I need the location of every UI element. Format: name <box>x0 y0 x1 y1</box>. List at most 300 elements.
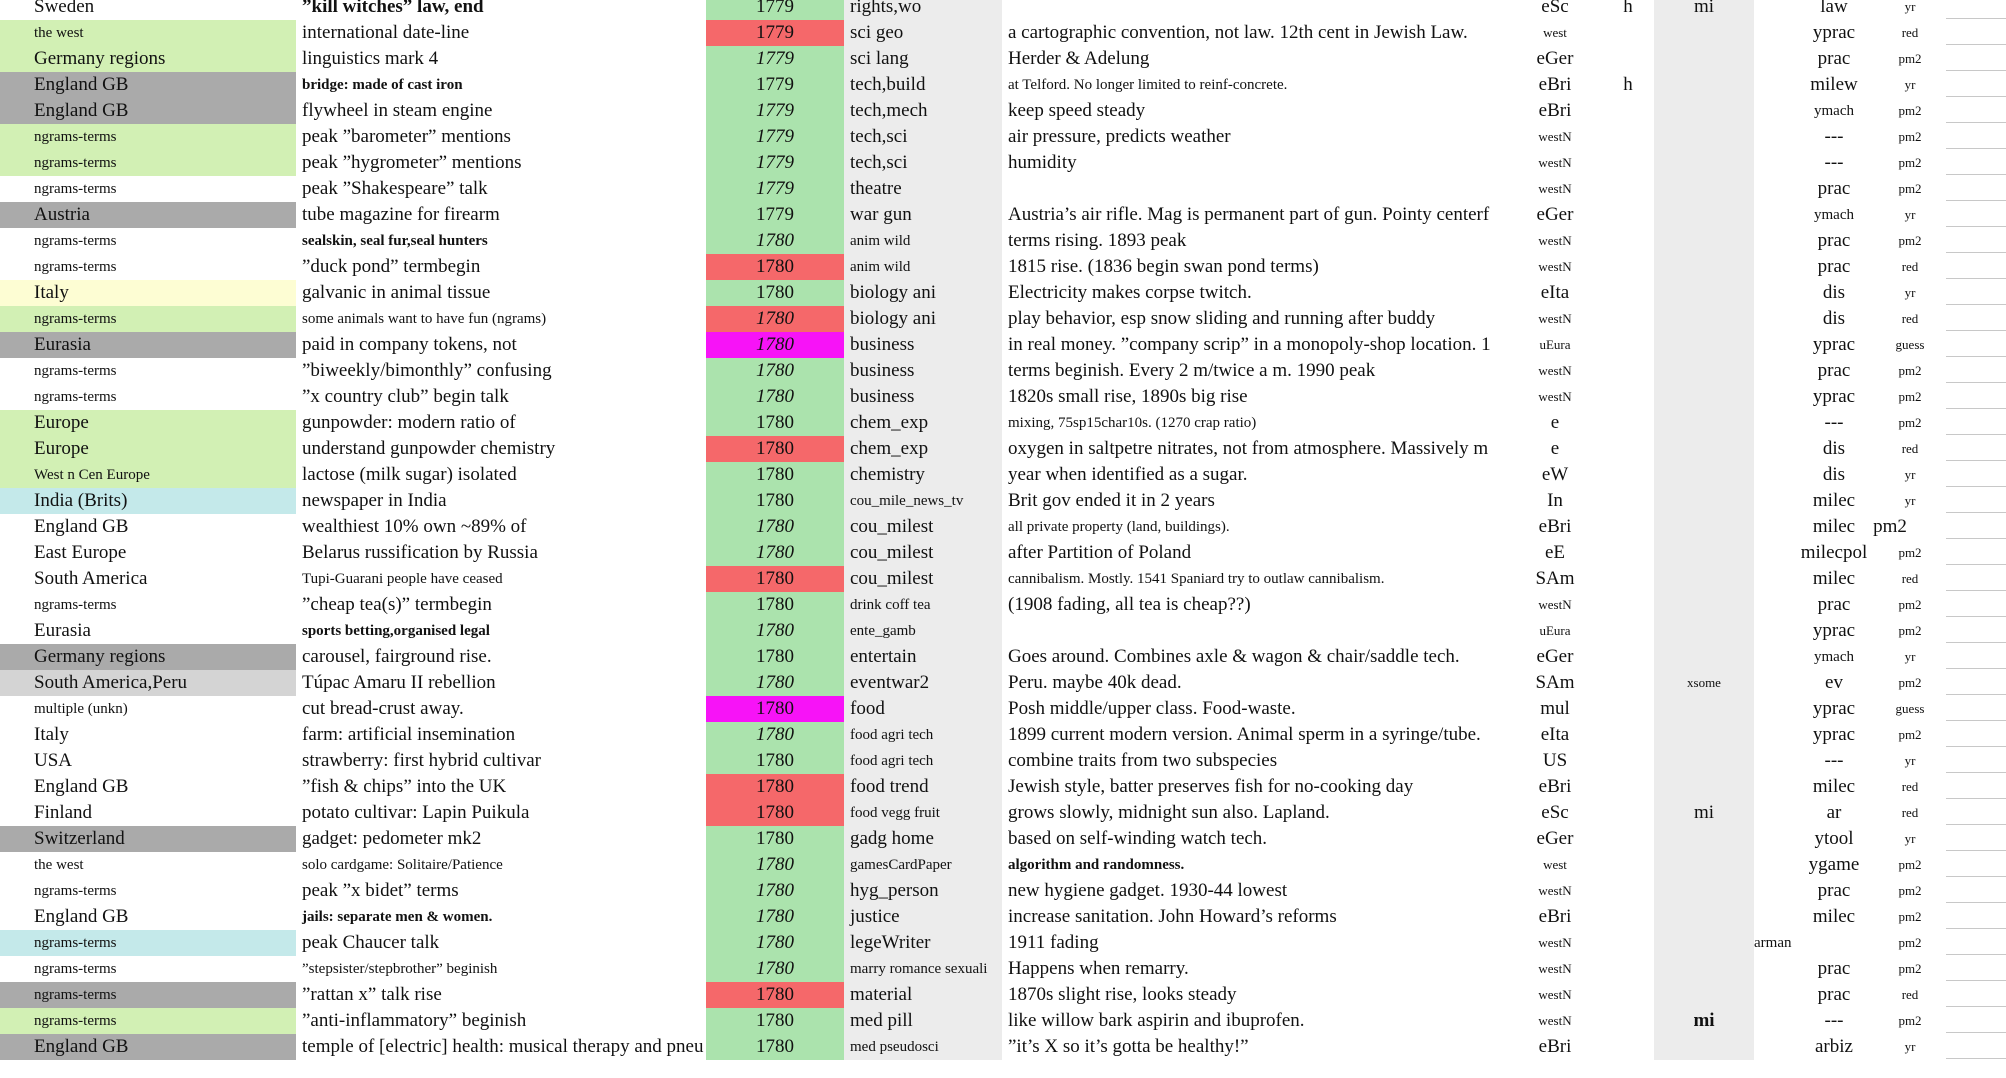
cell-category[interactable]: eventwar2 <box>844 670 1002 696</box>
cell-note[interactable]: Peru. maybe 40k dead. <box>1008 672 1182 693</box>
cell-category[interactable]: sci geo <box>844 20 1002 46</box>
cell-type[interactable]: yr <box>1904 1039 1916 1054</box>
cell-type[interactable]: pm2 <box>1898 883 1922 898</box>
cell-description[interactable]: sports betting,organised legal <box>302 623 490 639</box>
cell-kind[interactable]: --- <box>1824 412 1844 433</box>
cell-empty[interactable] <box>1946 280 2006 305</box>
cell-kind[interactable]: milec <box>1812 490 1856 511</box>
cell-type[interactable]: pm2 <box>1898 103 1922 118</box>
cell-region[interactable]: Europe <box>0 410 296 436</box>
cell-description[interactable]: ”anti-inflammatory” beginish <box>302 1010 527 1031</box>
cell-year[interactable]: 1780 <box>706 280 844 306</box>
cell-region-code[interactable]: eBri <box>1538 74 1572 95</box>
cell-mi-flag[interactable] <box>1654 228 1754 254</box>
cell-description[interactable]: Belarus russification by Russia <box>302 542 538 563</box>
cell-empty[interactable] <box>1946 800 2006 825</box>
cell-description[interactable]: gunpowder: modern ratio of <box>302 412 516 433</box>
cell-category[interactable]: business <box>844 332 1002 358</box>
cell-note[interactable]: terms beginish. Every 2 m/twice a m. 1990 peak <box>1008 360 1376 381</box>
cell-kind[interactable]: ymach <box>1814 649 1854 665</box>
cell-year[interactable]: 1780 <box>706 592 844 618</box>
cell-kind[interactable]: milecpol <box>1800 542 1868 563</box>
cell-type[interactable]: pm2 <box>1898 415 1922 430</box>
cell-mi-flag[interactable]: xsome <box>1654 670 1754 696</box>
cell-note[interactable]: after Partition of Poland <box>1008 542 1192 563</box>
cell-region-code[interactable]: US <box>1542 750 1568 771</box>
cell-region[interactable]: South America <box>34 568 148 589</box>
cell-region[interactable]: Europe <box>0 436 296 462</box>
cell-type[interactable]: pm2 <box>1898 935 1922 950</box>
cell-note[interactable]: new hygiene gadget. 1930-44 lowest <box>1008 880 1288 901</box>
cell-empty[interactable] <box>1946 176 2006 201</box>
cell-description[interactable]: ”cheap tea(s)” termbegin <box>302 594 492 615</box>
cell-year[interactable]: 1779 <box>706 124 844 150</box>
cell-year[interactable]: 1780 <box>706 618 844 644</box>
cell-description[interactable]: ”rattan x” talk rise <box>302 984 442 1005</box>
cell-kind[interactable]: yprac <box>1812 724 1856 745</box>
cell-region-code[interactable]: eGer <box>1536 48 1574 69</box>
cell-empty[interactable] <box>1946 98 2006 123</box>
cell-mi-flag[interactable] <box>1654 384 1754 410</box>
cell-year[interactable]: 1779 <box>706 150 844 176</box>
cell-mi-flag[interactable] <box>1654 930 1754 956</box>
cell-category[interactable]: food <box>844 696 1002 722</box>
cell-category[interactable]: cou_milest <box>844 514 1002 540</box>
cell-description[interactable]: bridge: made of cast iron <box>302 77 463 93</box>
cell-empty[interactable] <box>1946 1034 2006 1059</box>
cell-region[interactable]: ngrams-terms <box>34 233 117 249</box>
cell-region-code[interactable]: mul <box>1540 698 1570 719</box>
cell-type[interactable]: pm2 <box>1898 181 1922 196</box>
cell-note[interactable]: like willow bark aspirin and ibuprofen. <box>1008 1010 1305 1031</box>
cell-region-code[interactable]: westN <box>1538 883 1572 898</box>
cell-note[interactable]: combine traits from two subspecies <box>1008 750 1278 771</box>
cell-year[interactable]: 1780 <box>706 826 844 852</box>
cell-note[interactable]: a cartographic convention, not law. 12th cent in Jewish Law. <box>1008 22 1468 43</box>
cell-type[interactable]: pm2 <box>1898 857 1922 872</box>
cell-note[interactable]: based on self-winding watch tech. <box>1008 828 1268 849</box>
cell-region[interactable]: Finland <box>34 802 93 823</box>
cell-empty[interactable] <box>1946 254 2006 279</box>
cell-description[interactable]: linguistics mark 4 <box>302 48 439 69</box>
cell-empty[interactable] <box>1946 514 2006 539</box>
cell-year[interactable]: 1780 <box>706 384 844 410</box>
cell-type[interactable]: red <box>1901 311 1919 326</box>
cell-region[interactable]: ngrams-terms <box>0 150 296 176</box>
cell-category[interactable]: material <box>844 982 1002 1008</box>
cell-type[interactable] <box>1874 514 1946 540</box>
cell-category[interactable]: anim wild <box>844 228 1002 254</box>
cell-type[interactable]: pm2 <box>1898 155 1922 170</box>
cell-region[interactable]: ngrams-terms <box>0 982 296 1008</box>
cell-description[interactable]: lactose (milk sugar) isolated <box>302 464 517 485</box>
cell-empty[interactable] <box>1946 540 2006 565</box>
cell-mi-flag[interactable]: mi <box>1654 1008 1754 1034</box>
cell-region-code[interactable]: westN <box>1538 155 1572 170</box>
cell-description[interactable]: some animals want to have fun (ngrams) <box>302 311 547 327</box>
cell-year[interactable]: 1780 <box>706 436 844 462</box>
cell-note[interactable]: oxygen in saltpetre nitrates, not from atmosphere. Massively m <box>1008 438 1489 459</box>
cell-note[interactable]: Herder & Adelung <box>1008 48 1150 69</box>
cell-year[interactable]: 1780 <box>706 566 844 592</box>
cell-note[interactable]: in real money. ”company scrip” in a monopoly-shop location. 1 <box>1008 334 1491 355</box>
cell-mi-flag[interactable] <box>1654 644 1754 670</box>
cell-region[interactable]: Italy <box>0 280 296 306</box>
cell-year[interactable]: 1779 <box>706 202 844 228</box>
cell-description[interactable]: ”duck pond” termbegin <box>302 256 481 277</box>
cell-kind[interactable]: ymach <box>1814 207 1854 223</box>
cell-type[interactable]: red <box>1901 987 1919 1002</box>
cell-kind[interactable]: yprac <box>1812 386 1856 407</box>
cell-empty[interactable] <box>1946 1008 2006 1033</box>
cell-region[interactable]: ngrams-terms <box>0 1008 296 1034</box>
cell-type[interactable]: pm2 <box>1898 623 1922 638</box>
cell-region[interactable]: England GB <box>34 906 129 927</box>
cell-region[interactable]: ngrams-terms <box>34 883 117 899</box>
cell-category[interactable]: med pseudosci <box>844 1034 1002 1060</box>
cell-description[interactable]: temple of [electric] health: musical therapy and pneu <box>302 1036 704 1057</box>
cell-mi-flag[interactable] <box>1654 332 1754 358</box>
cell-region[interactable]: ngrams-terms <box>34 389 117 405</box>
cell-year[interactable]: 1780 <box>706 228 844 254</box>
cell-type[interactable]: yr <box>1904 493 1916 508</box>
cell-description[interactable]: peak ”hygrometer” mentions <box>302 152 522 173</box>
cell-description[interactable]: understand gunpowder chemistry <box>302 438 556 459</box>
cell-description[interactable]: peak ”Shakespeare” talk <box>302 178 488 199</box>
cell-mi-flag[interactable] <box>1654 176 1754 202</box>
cell-note[interactable]: Austria’s air rifle. Mag is permanent part of gun. Pointy centerf <box>1008 204 1490 225</box>
cell-mi-flag[interactable] <box>1654 410 1754 436</box>
cell-description[interactable]: ”x country club” begin talk <box>302 386 509 407</box>
cell-description[interactable]: flywheel in steam engine <box>302 100 493 121</box>
cell-empty[interactable] <box>1946 774 2006 799</box>
cell-description[interactable]: peak ”barometer” mentions <box>302 126 511 147</box>
cell-category[interactable]: entertain <box>844 644 1002 670</box>
cell-category[interactable]: ente_gamb <box>844 618 1002 644</box>
cell-note[interactable]: keep speed steady <box>1008 100 1146 121</box>
cell-region-code[interactable]: eBri <box>1538 100 1572 121</box>
cell-year[interactable]: 1780 <box>706 852 844 878</box>
cell-description[interactable]: wealthiest 10% own ~89% of <box>302 516 527 537</box>
cell-category[interactable]: justice <box>844 904 1002 930</box>
cell-mi-flag[interactable] <box>1654 826 1754 852</box>
cell-year[interactable]: 1780 <box>706 982 844 1008</box>
cell-kind[interactable]: milec <box>1812 568 1856 589</box>
cell-type[interactable]: red <box>1901 259 1919 274</box>
cell-category[interactable]: tech,mech <box>844 98 1002 124</box>
cell-kind[interactable]: ymach <box>1814 103 1854 119</box>
cell-region[interactable]: ngrams-terms <box>34 181 117 197</box>
cell-region-code[interactable]: west <box>1543 25 1567 40</box>
cell-empty[interactable] <box>1946 20 2006 45</box>
cell-year[interactable]: 1780 <box>706 696 844 722</box>
cell-region-code[interactable]: SAm <box>1535 672 1575 693</box>
cell-region-code[interactable]: westN <box>1538 389 1572 404</box>
cell-description[interactable]: farm: artificial insemination <box>302 724 516 745</box>
cell-mi-flag[interactable] <box>1654 150 1754 176</box>
cell-year[interactable]: 1780 <box>706 904 844 930</box>
cell-note[interactable]: all private property (land, buildings). <box>1008 519 1230 535</box>
cell-category[interactable]: gadg home <box>844 826 1002 852</box>
cell-region-code[interactable]: In <box>1547 490 1563 511</box>
cell-region[interactable]: ngrams-terms <box>0 124 296 150</box>
cell-empty[interactable] <box>1946 150 2006 175</box>
cell-mi-flag[interactable] <box>1654 566 1754 592</box>
cell-category[interactable]: tech,build <box>844 72 1002 98</box>
cell-category[interactable]: cou_milest <box>844 566 1002 592</box>
cell-region[interactable]: multiple (unkn) <box>34 701 128 717</box>
cell-year[interactable]: 1780 <box>706 514 844 540</box>
cell-description[interactable]: gadget: pedometer mk2 <box>302 828 482 849</box>
cell-empty[interactable] <box>1946 930 2006 955</box>
cell-note[interactable]: increase sanitation. John Howard’s reforms <box>1008 906 1337 927</box>
cell-region[interactable]: ngrams-terms <box>34 363 117 379</box>
cell-region-code[interactable]: eGer <box>1536 828 1574 849</box>
cell-mi-flag[interactable] <box>1654 46 1754 72</box>
cell-kind[interactable]: milec <box>1812 516 1856 537</box>
cell-description[interactable]: tube magazine for firearm <box>302 204 500 225</box>
cell-region[interactable]: ngrams-terms <box>0 930 296 956</box>
cell-region[interactable]: the west <box>34 857 84 873</box>
cell-empty[interactable] <box>1946 904 2006 929</box>
cell-category[interactable]: chemistry <box>844 462 1002 488</box>
cell-kind[interactable]: prac <box>1817 48 1851 69</box>
cell-region[interactable]: Germany regions <box>0 46 296 72</box>
cell-year[interactable]: 1780 <box>706 774 844 800</box>
cell-h-flag[interactable]: h <box>1623 74 1633 95</box>
cell-category[interactable]: marry romance sexuali <box>844 956 1002 982</box>
cell-empty[interactable] <box>1946 202 2006 227</box>
cell-note[interactable]: 1911 fading <box>1008 932 1099 953</box>
cell-note[interactable]: Happens when remarry. <box>1008 958 1189 979</box>
cell-category[interactable]: anim wild <box>844 254 1002 280</box>
cell-type[interactable]: pm2 <box>1898 129 1922 144</box>
cell-kind[interactable]: prac <box>1817 594 1851 615</box>
cell-description[interactable]: cut bread-crust away. <box>302 698 464 719</box>
cell-region-code[interactable]: westN <box>1538 363 1572 378</box>
cell-empty[interactable] <box>1946 228 2006 253</box>
cell-kind[interactable]: arman <box>1754 935 1792 951</box>
cell-mi-flag[interactable] <box>1654 514 1754 540</box>
cell-category[interactable]: biology ani <box>844 306 1002 332</box>
cell-category[interactable]: hyg_person <box>844 878 1002 904</box>
cell-region[interactable]: East Europe <box>34 542 127 563</box>
cell-mi-flag[interactable] <box>1654 124 1754 150</box>
cell-kind[interactable]: prac <box>1817 958 1851 979</box>
cell-kind[interactable]: dis <box>1822 308 1846 329</box>
cell-empty[interactable] <box>1946 748 2006 773</box>
cell-region-code[interactable]: eW <box>1541 464 1569 485</box>
cell-year[interactable]: 1780 <box>706 540 844 566</box>
cell-region-code[interactable]: eGer <box>1536 204 1574 225</box>
cell-region[interactable]: England GB <box>34 516 129 537</box>
cell-kind[interactable]: ygame <box>1808 854 1860 875</box>
cell-kind[interactable]: milec <box>1812 906 1856 927</box>
cell-region-code[interactable]: westN <box>1538 961 1572 976</box>
cell-description[interactable]: ”stepsister/stepbrother” beginish <box>302 961 498 977</box>
cell-region-code[interactable]: eSc <box>1541 0 1569 17</box>
cell-category[interactable]: tech,sci <box>844 124 1002 150</box>
cell-mi-flag[interactable] <box>1654 488 1754 514</box>
cell-description[interactable]: peak ”x bidet” terms <box>302 880 459 901</box>
cell-description[interactable]: newspaper in India <box>302 490 447 511</box>
cell-year[interactable]: 1780 <box>706 306 844 332</box>
cell-mi-flag[interactable] <box>1654 878 1754 904</box>
cell-type[interactable]: pm2 <box>1898 51 1922 66</box>
cell-region[interactable]: Austria <box>0 202 296 228</box>
cell-empty[interactable] <box>1946 384 2006 409</box>
cell-h-flag[interactable]: h <box>1623 0 1633 17</box>
cell-note[interactable]: 1870s slight rise, looks steady <box>1008 984 1237 1005</box>
cell-kind[interactable]: milec <box>1812 776 1856 797</box>
cell-region[interactable]: Eurasia <box>0 332 296 358</box>
cell-empty[interactable] <box>1946 722 2006 747</box>
cell-category[interactable]: tech,sci <box>844 150 1002 176</box>
cell-region-code[interactable]: westN <box>1538 181 1572 196</box>
cell-category[interactable]: rights,wo <box>844 0 1002 20</box>
cell-note[interactable]: mixing, 75sp15char10s. (1270 crap ratio) <box>1008 415 1257 431</box>
cell-type[interactable]: pm2 <box>1898 727 1922 742</box>
cell-description[interactable]: strawberry: first hybrid cultivar <box>302 750 542 771</box>
cell-category[interactable]: war gun <box>844 202 1002 228</box>
cell-mi-flag[interactable] <box>1654 774 1754 800</box>
cell-year[interactable]: 1780 <box>706 1034 844 1060</box>
cell-note[interactable]: at Telford. No longer limited to reinf-concrete. <box>1008 77 1288 93</box>
cell-category[interactable]: sci lang <box>844 46 1002 72</box>
cell-year[interactable]: 1779 <box>706 20 844 46</box>
cell-region[interactable]: South America,Peru <box>0 670 296 696</box>
cell-kind[interactable]: prac <box>1817 178 1851 199</box>
cell-region[interactable]: Sweden <box>34 0 95 17</box>
cell-description[interactable]: ”kill witches” law, end <box>302 0 484 17</box>
cell-empty[interactable] <box>1946 462 2006 487</box>
cell-mi-flag[interactable] <box>1654 982 1754 1008</box>
cell-empty[interactable] <box>1946 956 2006 981</box>
cell-region-code[interactable]: west <box>1543 857 1567 872</box>
cell-category[interactable]: food vegg fruit <box>844 800 1002 826</box>
cell-empty[interactable] <box>1946 826 2006 851</box>
cell-note[interactable]: play behavior, esp snow sliding and running after buddy <box>1008 308 1436 329</box>
cell-empty[interactable] <box>1946 46 2006 71</box>
cell-region-code[interactable]: westN <box>1538 987 1572 1002</box>
cell-empty[interactable] <box>1946 670 2006 695</box>
cell-description[interactable]: Tupi-Guarani people have ceased <box>302 571 503 587</box>
cell-empty[interactable] <box>1946 878 2006 903</box>
cell-kind[interactable]: --- <box>1824 126 1844 147</box>
cell-empty[interactable] <box>1946 0 2006 19</box>
cell-description[interactable]: paid in company tokens, not <box>302 334 517 355</box>
cell-description[interactable]: solo cardgame: Solitaire/Patience <box>302 857 503 873</box>
cell-kind[interactable]: ar <box>1826 802 1842 823</box>
cell-empty[interactable] <box>1946 852 2006 877</box>
cell-description[interactable]: sealskin, seal fur,seal hunters <box>302 233 488 249</box>
cell-empty[interactable] <box>1946 696 2006 721</box>
cell-year[interactable]: 1780 <box>706 878 844 904</box>
cell-type[interactable]: pm2 <box>1898 363 1922 378</box>
cell-region-code[interactable]: SAm <box>1535 568 1575 589</box>
cell-region-code[interactable]: eGer <box>1536 646 1574 667</box>
cell-year[interactable]: 1780 <box>706 800 844 826</box>
cell-mi-flag[interactable] <box>1654 748 1754 774</box>
cell-note[interactable]: 1815 rise. (1836 begin swan pond terms) <box>1008 256 1319 277</box>
cell-region[interactable]: India (Brits) <box>0 488 296 514</box>
cell-category[interactable]: business <box>844 358 1002 384</box>
cell-year[interactable]: 1780 <box>706 1008 844 1034</box>
cell-mi-flag[interactable] <box>1654 98 1754 124</box>
cell-kind[interactable]: dis <box>1822 438 1846 459</box>
cell-empty[interactable] <box>1946 644 2006 669</box>
cell-year[interactable]: 1780 <box>706 462 844 488</box>
cell-year[interactable]: 1780 <box>706 644 844 670</box>
cell-description[interactable]: Túpac Amaru II rebellion <box>302 672 496 693</box>
cell-category[interactable]: biology ani <box>844 280 1002 306</box>
cell-year[interactable]: 1779 <box>706 46 844 72</box>
cell-extra[interactable]: pm2 <box>1873 516 1907 537</box>
cell-empty[interactable] <box>1946 592 2006 617</box>
cell-note[interactable] <box>1002 618 1520 644</box>
cell-type[interactable]: pm2 <box>1898 909 1922 924</box>
cell-empty[interactable] <box>1946 306 2006 331</box>
cell-note[interactable]: cannibalism. Mostly. 1541 Spaniard try to outlaw cannibalism. <box>1008 571 1385 587</box>
cell-year[interactable]: 1780 <box>706 956 844 982</box>
cell-year[interactable]: 1780 <box>706 748 844 774</box>
cell-year[interactable]: 1780 <box>706 670 844 696</box>
cell-region-code[interactable]: eSc <box>1541 802 1569 823</box>
cell-type[interactable]: red <box>1901 779 1919 794</box>
cell-empty[interactable] <box>1946 124 2006 149</box>
cell-note[interactable]: terms rising. 1893 peak <box>1008 230 1187 251</box>
cell-note[interactable]: 1820s small rise, 1890s big rise <box>1008 386 1248 407</box>
cell-year[interactable]: 1780 <box>706 410 844 436</box>
cell-mi-flag[interactable] <box>1654 618 1754 644</box>
cell-type[interactable]: yr <box>1904 207 1916 222</box>
cell-type[interactable]: yr <box>1904 753 1916 768</box>
cell-mi-flag[interactable] <box>1654 540 1754 566</box>
cell-mi-flag[interactable] <box>1654 462 1754 488</box>
cell-note[interactable]: Electricity makes corpse twitch. <box>1008 282 1252 303</box>
cell-year[interactable]: 1779 <box>706 98 844 124</box>
cell-note[interactable]: Brit gov ended it in 2 years <box>1008 490 1215 511</box>
cell-type[interactable]: pm2 <box>1898 675 1922 690</box>
cell-note[interactable]: Jewish style, batter preserves fish for no-cooking day <box>1008 776 1414 797</box>
cell-note[interactable] <box>1002 176 1520 202</box>
cell-region[interactable]: ngrams-terms <box>34 961 117 977</box>
cell-type[interactable]: guess <box>1895 701 1925 716</box>
cell-region-code[interactable]: westN <box>1538 129 1572 144</box>
cell-mi-flag[interactable] <box>1654 20 1754 46</box>
cell-mi-flag[interactable] <box>1654 436 1754 462</box>
cell-region-code[interactable]: eBri <box>1538 776 1572 797</box>
cell-category[interactable]: drink coff tea <box>844 592 1002 618</box>
cell-type[interactable]: red <box>1901 441 1919 456</box>
cell-description[interactable]: jails: separate men & women. <box>302 909 493 925</box>
cell-note[interactable]: algorithm and randomness. <box>1008 857 1185 873</box>
cell-category[interactable]: gamesCardPaper <box>844 852 1002 878</box>
cell-kind[interactable]: ev <box>1825 672 1843 693</box>
cell-note[interactable] <box>1002 0 1520 20</box>
cell-category[interactable]: food trend <box>844 774 1002 800</box>
cell-year[interactable]: 1780 <box>706 488 844 514</box>
cell-description[interactable]: potato cultivar: Lapin Puikula <box>302 802 530 823</box>
cell-empty[interactable] <box>1946 410 2006 435</box>
cell-region-code[interactable]: eIta <box>1540 724 1570 745</box>
cell-type[interactable]: pm2 <box>1898 1013 1922 1028</box>
cell-type[interactable]: pm2 <box>1898 389 1922 404</box>
cell-mi-flag[interactable]: mi <box>1654 800 1754 826</box>
cell-kind[interactable]: dis <box>1822 282 1846 303</box>
cell-kind[interactable]: yprac <box>1812 620 1856 641</box>
cell-empty[interactable] <box>1946 358 2006 383</box>
